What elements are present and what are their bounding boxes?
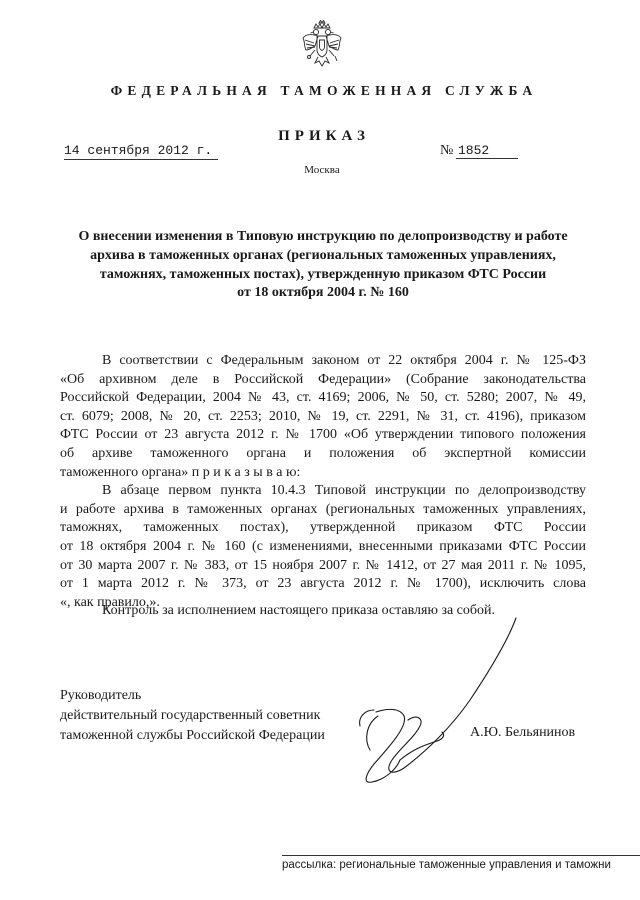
subject-line: от 18 октября 2004 г. № 160 bbox=[237, 285, 409, 301]
body-line: от 1 марта 2012 г. № 373, от 23 августа 2012 г. № 1700), исключить слова bbox=[60, 576, 586, 592]
subject-line: архива в таможенных органах (региональных таможенных управлениях, bbox=[90, 247, 556, 263]
body-line: В абзаце первом пункта 10.4.3 Типовой инструкции по делопроизводству bbox=[102, 483, 586, 499]
mailing-list: рассылка: региональные таможенные управления и таможни bbox=[282, 855, 640, 875]
subject-line: О внесении изменения в Типовую инструкцию по делопроизводству и работе bbox=[78, 229, 568, 244]
body-line: ФТС России от 23 августа 2012 г. № 1700 «Об утверждении типового положения bbox=[60, 427, 586, 443]
order-date: 14 сентября 2012 г. bbox=[64, 143, 218, 160]
body-line: ст. 6079; 2008, № 20, ст. 2253; 2010, № 19, ст. 2291, № 31, ст. 4196), приказом bbox=[60, 408, 586, 424]
handwritten-signature-icon bbox=[330, 600, 530, 800]
body-line: В соответствии с Федеральным законом от 22 октября 2004 г. № 125-ФЗ bbox=[102, 353, 586, 368]
body-line: от 30 марта 2007 г. № 383, от 15 ноября 2007 г. № 1412, от 27 мая 2011 г. № 1095, bbox=[60, 557, 586, 573]
body-line: Российской Федерации, 2004 № 43, ст. 4169; 2006, № 50, ст. 5280; 2007, № 49, bbox=[60, 390, 586, 406]
body-line: и работе архива в таможенных органах (региональных таможенных управлениях, bbox=[60, 501, 586, 517]
signer-position-line: таможенной службы Российской Федерации bbox=[60, 728, 325, 743]
body-line: от 18 октября 2004 г. № 160 (с изменениями, внесенными приказами ФТС России bbox=[60, 538, 586, 554]
body-line: «, как правило,». bbox=[60, 594, 160, 610]
document-type: ПРИКАЗ bbox=[278, 128, 370, 144]
document-subject bbox=[60, 228, 586, 303]
order-body bbox=[60, 352, 586, 612]
agency-name: ФЕДЕРАЛЬНАЯ ТАМОЖЕННАЯ СЛУЖБА bbox=[110, 83, 538, 98]
body-line: «Об архивном деле в Российской Федерации» (Собрание законодательства bbox=[60, 371, 586, 387]
signer-position-line: действительный государственный советник bbox=[60, 708, 321, 723]
control-clause: Контроль за исполнением настоящего приказа оставляю за собой. bbox=[102, 603, 496, 618]
signer-position-line: Руководитель bbox=[60, 688, 142, 703]
order-number-label: № bbox=[440, 143, 454, 158]
body-line: об архиве таможенного органа и положения об экспертной комиссии bbox=[60, 445, 586, 461]
signer-name: А.Ю. Бельянинов bbox=[470, 725, 576, 740]
body-line: таможенного органа» п р и к а з ы в а ю: bbox=[60, 464, 301, 480]
body-line: таможнях, таможенных постах), утвержденной приказом ФТС России bbox=[60, 520, 586, 536]
double-headed-eagle-emblem-icon bbox=[300, 20, 344, 70]
subject-line: таможнях, таможенных постах), утвержденную приказом ФТС России bbox=[99, 266, 547, 282]
order-number: 1852 bbox=[456, 143, 518, 159]
city: Москва bbox=[304, 164, 340, 176]
signer-position bbox=[60, 686, 325, 746]
